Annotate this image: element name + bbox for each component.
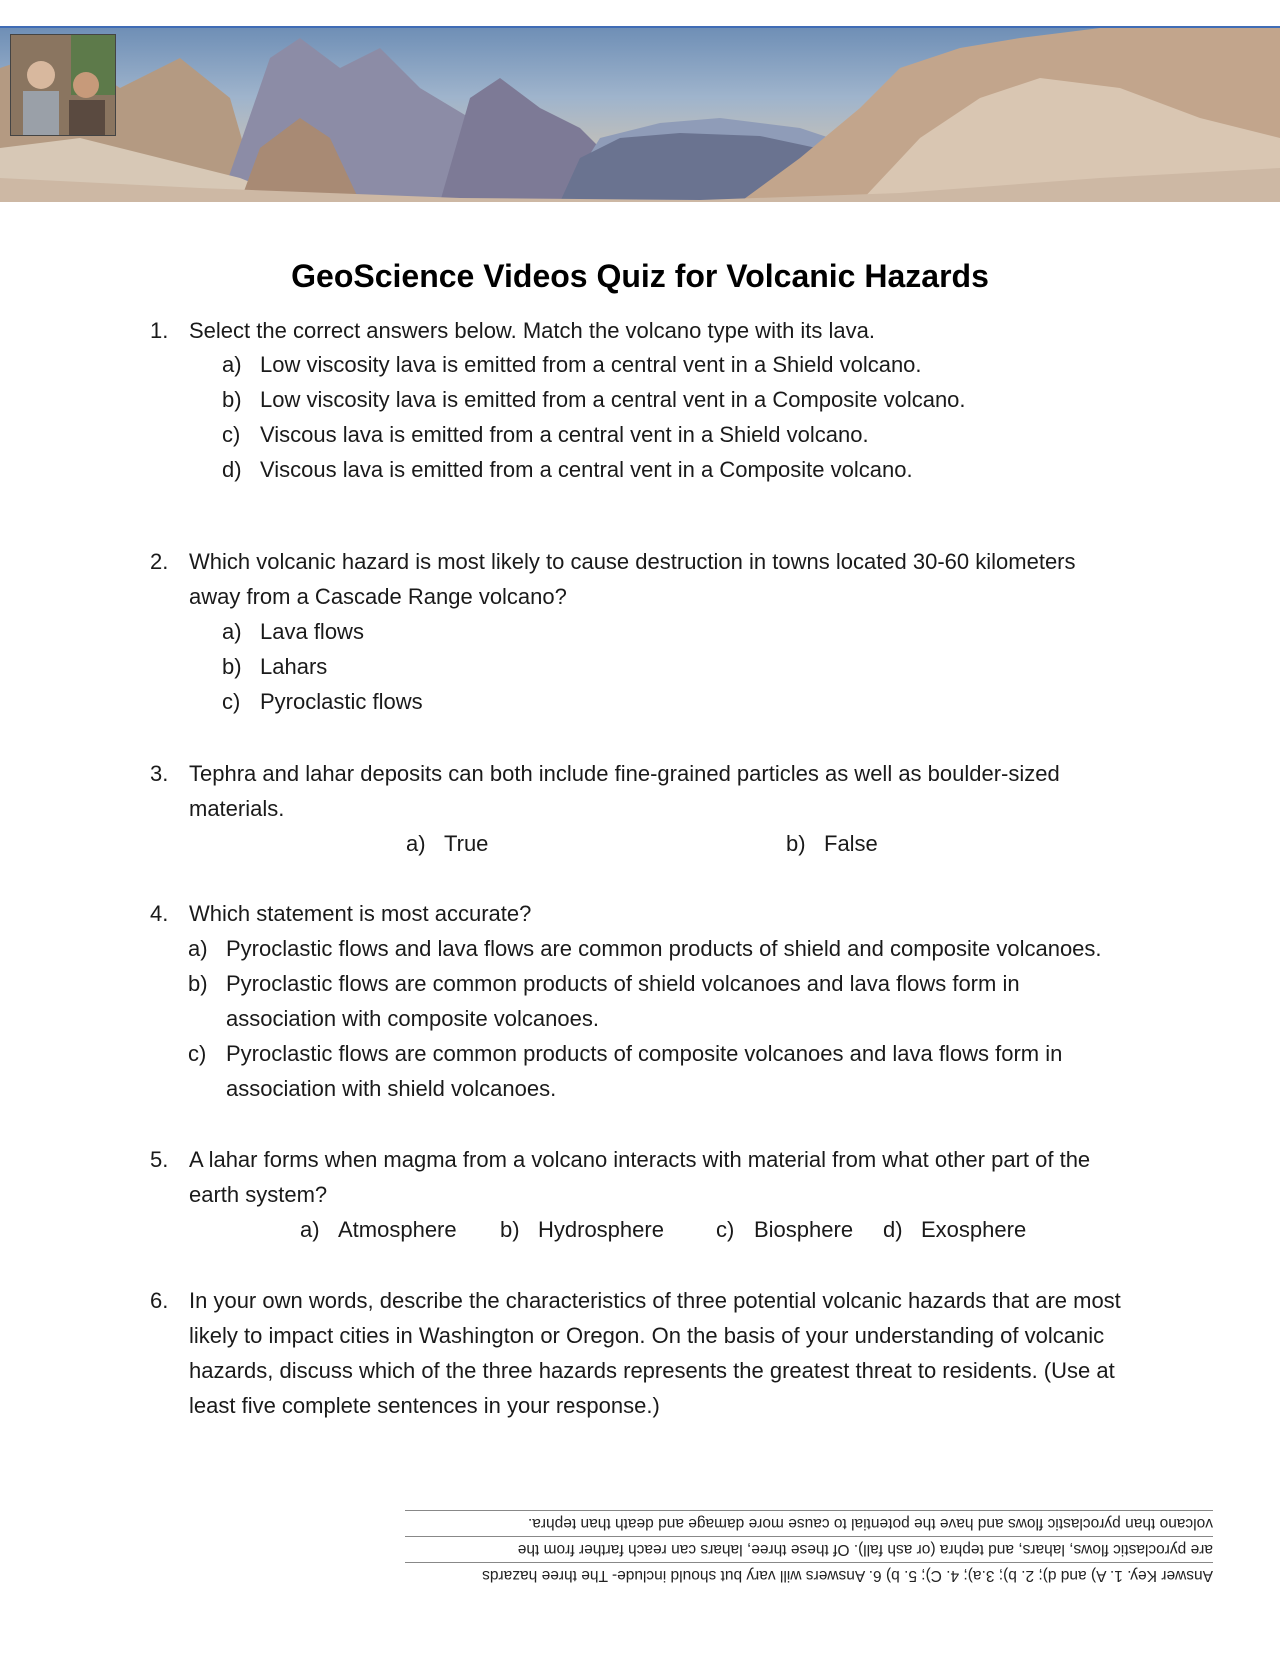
option-text: Pyroclastic flows (260, 689, 423, 714)
answer-option (300, 1212, 457, 1247)
option-text: Exosphere (921, 1217, 1027, 1242)
option-text: Low viscosity lava is emitted from a central vent in a Shield volcano. (260, 352, 922, 377)
question-text: In your own words, describe the characteristics of three potential volcanic hazards that are most likely to impact cities in Washington or Oregon. On the basis of your understanding of volcanic hazards, discuss which of the three hazards represents the greatest threat to residents. (Use at least five complete sentences in your response.) (189, 1288, 1121, 1418)
presenters-video-thumbnail (10, 34, 116, 136)
option-text: Viscous lava is emitted from a central vent in a Composite volcano. (260, 457, 913, 482)
answer-option (222, 347, 922, 382)
answer-option (222, 649, 327, 684)
option-text: Lahars (260, 654, 328, 679)
question-number: 1. (150, 318, 169, 343)
option-text: Pyroclastic flows are common products of shield volcanoes and lava flows form in (226, 971, 1020, 996)
answer-key-upside-down (405, 1510, 1213, 1588)
answer-option (188, 1036, 1062, 1071)
option-text: False (824, 831, 878, 856)
answer-option (222, 614, 364, 649)
option-text: Pyroclastic flows and lava flows are common products of shield and composite volcanoes. (226, 936, 1102, 961)
option-label: a) (222, 619, 242, 644)
option-text: Low viscosity lava is emitted from a central vent in a Composite volcano. (260, 387, 966, 412)
question-text: Select the correct answers below. Match the volcano type with its lava. (189, 318, 875, 343)
answer-option (500, 1212, 664, 1247)
question-number: 3. (150, 761, 169, 786)
option-label: b) (500, 1217, 520, 1242)
option-label: c) (188, 1041, 207, 1066)
answer-option (406, 826, 488, 861)
question-number: 4. (150, 901, 169, 926)
page-title: GeoScience Videos Quiz for Volcanic Hazards (291, 258, 989, 294)
option-label: b) (786, 831, 806, 856)
answer-option (716, 1212, 853, 1247)
option-label: b) (188, 971, 208, 996)
mountain-landscape-image (0, 28, 1280, 202)
option-text: Viscous lava is emitted from a central vent in a Shield volcano. (260, 422, 869, 447)
option-text: Biosphere (754, 1217, 854, 1242)
answer-option (188, 966, 1020, 1001)
option-label: c) (222, 689, 241, 714)
question-text: A lahar forms when magma from a volcano interacts with material from what other part of the earth system? (189, 1147, 1091, 1207)
header-banner-image (0, 26, 1280, 202)
question-number: 6. (150, 1288, 169, 1313)
answer-option (222, 417, 869, 452)
option-label: b) (222, 387, 242, 412)
answer-option (222, 684, 423, 719)
question-number: 2. (150, 549, 169, 574)
option-label: a) (406, 831, 426, 856)
option-label: c) (716, 1217, 735, 1242)
question-text: Tephra and lahar deposits can both include fine-grained particles as well as boulder-sized materials. (189, 761, 1060, 821)
option-text: Hydrosphere (538, 1217, 664, 1242)
answer-key-line: Answer Key. 1. A) and d); 2. b); 3.a); 4. C); 5. b) 6. Answers will vary but should include- The three hazards (405, 1562, 1213, 1588)
answer-key-line: volcano than pyroclastic flows and have the potential to cause more damage and death than tephra. (405, 1510, 1213, 1536)
option-label: d) (883, 1217, 903, 1242)
option-text: Lava flows (260, 619, 364, 644)
option-label: c) (222, 422, 241, 447)
answer-option (188, 931, 1102, 966)
option-text: True (444, 831, 489, 856)
answer-option-continuation: association with composite volcanoes. (226, 1006, 599, 1031)
answer-option (222, 382, 966, 417)
answer-option-continuation: association with shield volcanoes. (226, 1076, 557, 1101)
question-text: Which statement is most accurate? (189, 901, 532, 926)
option-label: b) (222, 654, 242, 679)
option-label: d) (222, 457, 242, 482)
option-label: a) (300, 1217, 320, 1242)
option-label: a) (188, 936, 208, 961)
option-label: a) (222, 352, 242, 377)
question-number: 5. (150, 1147, 169, 1172)
question-text: Which volcanic hazard is most likely to cause destruction in towns located 30-60 kilometers away from a Cascade Range volcano? (189, 549, 1076, 609)
option-text: Pyroclastic flows are common products of composite volcanoes and lava flows form in (226, 1041, 1063, 1066)
answer-option (883, 1212, 1026, 1247)
answer-option (222, 452, 913, 487)
answer-key-line: are pyroclastic flows, lahars, and tephra (or ash fall). Of these three, lahars can reach farther from the (405, 1536, 1213, 1562)
option-text: Atmosphere (338, 1217, 457, 1242)
answer-option (786, 826, 878, 861)
